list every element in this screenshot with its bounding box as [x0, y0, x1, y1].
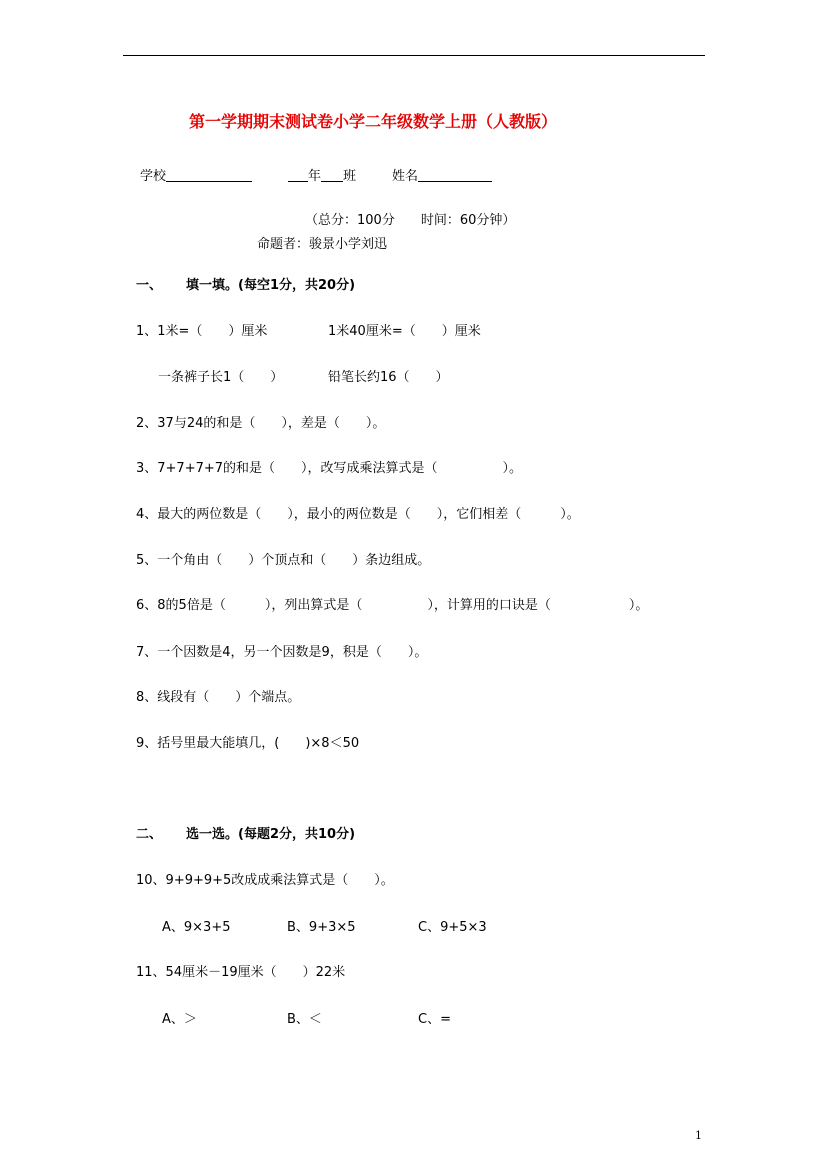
question-11: 11、54厘米－19厘米（ ）22米 — [136, 965, 346, 980]
question-10: 10、9+9+9+5改成成乘法算式是（ ）。 — [136, 873, 394, 888]
section-2-heading: 选一选。(每题2分，共10分) — [186, 827, 356, 842]
question-1b: 1米40厘米=（ ）厘米 — [328, 324, 481, 339]
school-blank[interactable] — [166, 167, 252, 182]
question-11-option-c: C、= — [418, 1012, 451, 1027]
class-blank[interactable] — [321, 167, 343, 182]
score-time-line: （总分：100分 时间：60分钟） — [305, 213, 516, 228]
question-8: 8、线段有（ ）个端点。 — [136, 690, 301, 705]
question-11-option-a: A、＞ — [162, 1012, 197, 1027]
question-9: 9、括号里最大能填几，( )×8＜50 — [136, 736, 360, 751]
question-1d: 铅笔长约16（ ） — [328, 370, 449, 385]
question-7: 7、一个因数是4，另一个因数是9，积是（ ）。 — [136, 645, 428, 660]
question-5: 5、一个角由（ ）个顶点和（ ）条边组成。 — [136, 553, 431, 568]
section-2-number: 二、 — [136, 827, 163, 842]
grade-label: 年 — [308, 169, 322, 184]
question-11-option-b: B、＜ — [287, 1012, 322, 1027]
question-4: 4、最大的两位数是（ ），最小的两位数是（ ），它们相差（ ）。 — [136, 507, 580, 522]
question-2: 2、37与24的和是（ ），差是（ ）。 — [136, 416, 386, 431]
header-rule — [123, 55, 705, 56]
document-title: 第一学期期末测试卷小学二年级数学上册（人教版） — [189, 112, 558, 131]
question-1a: 1、1米=（ ）厘米 — [136, 324, 268, 339]
name-label: 姓名 — [392, 169, 419, 184]
section-1-heading: 填一填。(每空1分，共20分) — [186, 278, 356, 293]
question-10-option-c: C、9+5×3 — [418, 920, 487, 935]
school-label: 学校 — [140, 169, 167, 184]
question-6: 6、8的5倍是（ ），列出算式是（ ），计算用的口诀是（ ）。 — [136, 598, 649, 613]
name-blank[interactable] — [418, 167, 492, 182]
page-number: 1 — [695, 1129, 702, 1142]
student-info-line — [140, 167, 492, 185]
question-10-option-b: B、9+3×5 — [287, 920, 356, 935]
author-line: 命题者：骏景小学刘迅 — [257, 237, 388, 252]
question-10-option-a: A、9×3+5 — [162, 920, 231, 935]
class-label: 班 — [343, 169, 357, 184]
question-1c: 一条裤子长1（ ） — [158, 370, 284, 385]
question-3: 3、7+7+7+7的和是（ ），改写成乘法算式是（ ）。 — [136, 461, 523, 476]
section-1-number: 一、 — [136, 278, 163, 293]
grade-blank[interactable] — [288, 167, 308, 182]
